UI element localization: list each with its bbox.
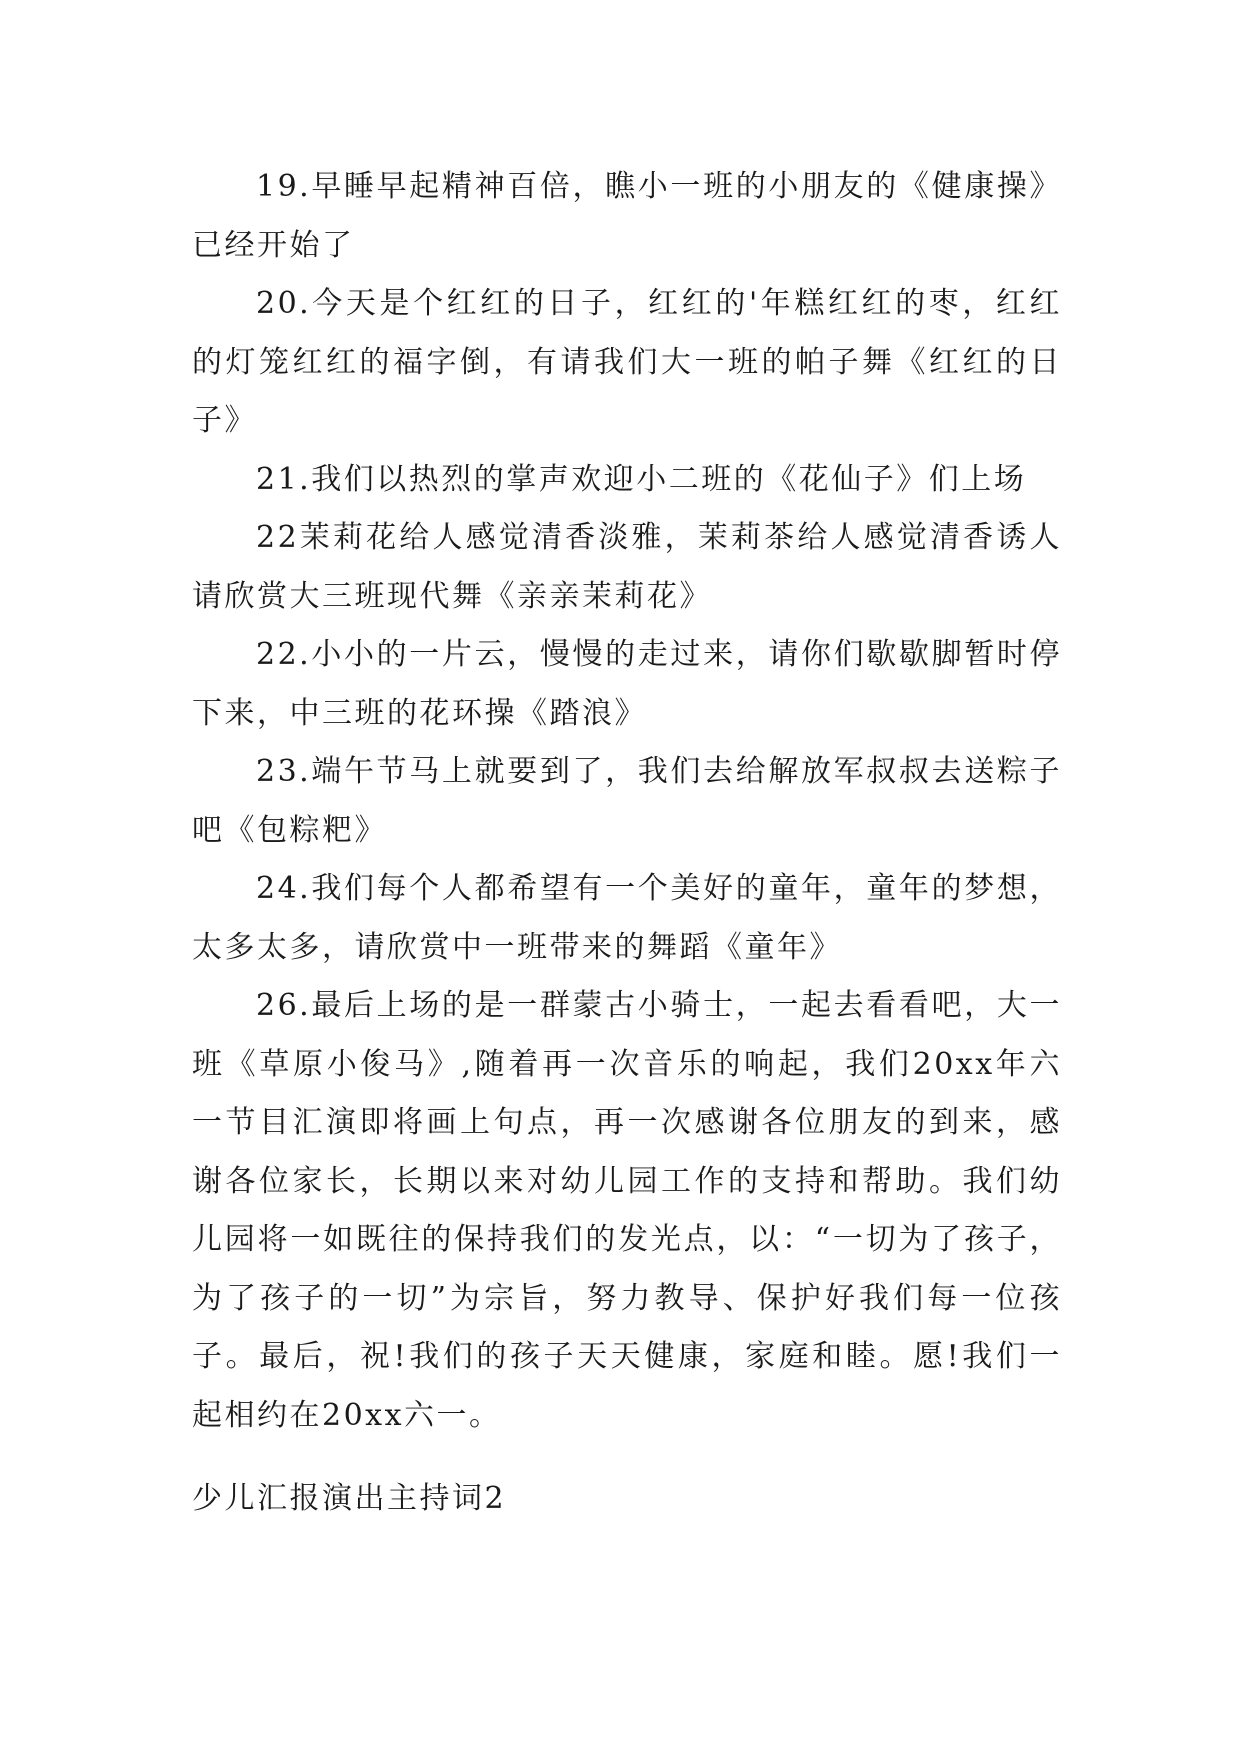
paragraph-21: 21.我们以热烈的掌声欢迎小二班的《花仙子》们上场	[256, 461, 1027, 497]
paragraph-22b: 22.小小的一片云，慢慢的走过来，请你们歇歇脚暂时停下来，中三班的花环操《踏浪》	[192, 637, 1062, 731]
paragraph-23: 23.端午节马上就要到了，我们去给解放军叔叔去送粽子吧《包粽粑》	[192, 754, 1062, 848]
paragraph-19: 19.早睡早起精神百倍，瞧小一班的小朋友的《健康操》已经开始了	[192, 169, 1062, 263]
paragraph-20: 20.今天是个红红的日子，红红的'年糕红红的枣，红红的灯笼红红的福字倒，有请我们大一班的帕子舞《红红的日子》	[192, 286, 1062, 438]
paragraph-24: 24.我们每个人都希望有一个美好的童年，童年的梦想，太多太多，请欣赏中一班带来的舞蹈《童年》	[192, 871, 1062, 965]
paragraph-26: 26.最后上场的是一群蒙古小骑士，一起去看看吧，大一班《草原小俊马》,随着再一次音乐的响起，我们20xx年六一节目汇演即将画上句点，再一次感谢各位朋友的到来，感谢各位家长，长期以来对幼儿园工作的支持和帮助。我们幼儿园将一如既往的保持我们的发光点，以：“一切为了孩子，为了孩子的一切”为宗旨，努力教导、保护好我们每一位孩子。最后，祝!我们的孩子天天健康，家庭和睦。愿!我们一起相约在20xx六一。	[192, 988, 1062, 1433]
document-body	[192, 158, 1062, 1445]
paragraph-22a: 22茉莉花给人感觉清香淡雅，茉莉茶给人感觉清香诱人请欣赏大三班现代舞《亲亲茉莉花》	[192, 520, 1062, 614]
section-heading: 少儿汇报演出主持词2	[192, 1481, 507, 1516]
